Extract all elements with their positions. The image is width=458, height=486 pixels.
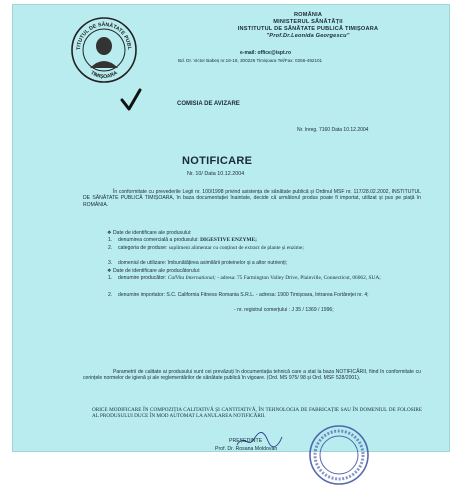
product-item-number: 2. xyxy=(108,245,113,251)
product-item-2 xyxy=(108,245,418,251)
producer-item-1 xyxy=(108,275,418,281)
product-heading: ❖ Date de identificare ale produsului: xyxy=(107,230,192,236)
signatory-role: PREȘEDINTE xyxy=(229,438,263,444)
product-item-label: domeniul de utilizare: xyxy=(118,260,167,266)
modification-warning: ORICE MODIFICARE ÎN COMPOZIȚIA CALITATIVĂ ȘI CANTITATIVĂ, ÎN TEHNOLOGIA DE FABRICAȚIE SAU ÎN DOMENIUL DE FOLOSIRE AL PRODUSULUI DUCE ÎN MOD AUTOMAT LA ANULAREA NOTIFICĂRII. xyxy=(92,407,422,420)
notification-document xyxy=(12,4,450,452)
quality-parameters-paragraph: Parametrii de calitate ai produsului sunt cei prevăzuți în documentația tehnică care a stat la baza NOTIFICĂRII, fiind în conformitate cu cerințele normelor de igienă și ale reglementărilor de sănătate publică în vigoare. (Ord. MS 975/ 98 și Ord. MSF 528/2001). xyxy=(83,369,421,382)
producer-item-number: 1. xyxy=(108,275,113,281)
producer-item-value: S.C. California Fitness Romania S.R.L. xyxy=(166,292,255,298)
registration-number: Nr. Inreg. 7160 Data 10.12.2004 xyxy=(297,127,369,133)
product-item-3 xyxy=(108,260,418,266)
producer-heading: ❖ Date de identificare ale producătorului: xyxy=(107,268,201,274)
product-item-label: categoria de produse: xyxy=(118,245,168,251)
producer-item-label: denumire importator: xyxy=(118,292,165,298)
product-item-number: 3. xyxy=(108,260,113,266)
institute-seal-icon xyxy=(70,16,138,84)
letterhead-country: ROMÂNIA xyxy=(293,12,323,18)
signatory-name: Prof. Dr. Rosana Moldovan xyxy=(215,446,278,452)
product-item-value: îmbunătățirea asimilării proteinelor și a altor nutrienți; xyxy=(167,260,288,266)
document-title: NOTIFICARE xyxy=(182,155,253,167)
producer-item-2 xyxy=(108,292,418,298)
document-number-date: Nr. 10/ Data 10.12.2004 xyxy=(187,171,245,177)
checkmark-icon xyxy=(120,88,142,112)
product-item-number: 1. xyxy=(108,237,113,243)
seal-text-bottom: TIMIȘOARA xyxy=(89,70,119,81)
product-item-value: DIGESTIVE ENZYME; xyxy=(200,237,257,243)
product-heading-text: Date de identificare ale produsului: xyxy=(112,230,192,236)
institute-stamp-icon xyxy=(308,424,370,486)
trade-registry: - nr. registrul comerțului : J 35 / 1369 / 1996; xyxy=(234,307,334,313)
product-item-1 xyxy=(108,237,418,243)
letterhead xyxy=(188,12,428,40)
letterhead-email: e-mail: office@ispt.ro xyxy=(240,50,291,56)
product-item-value: supliment alimentar cu conținut de extract de plante și enzime; xyxy=(168,245,304,251)
letterhead-institute: INSTITUTUL DE SĂNĂTATE PUBLICĂ TIMIȘOARA xyxy=(237,26,379,32)
letterhead-ministry: MINISTERUL SĂNĂTĂȚII xyxy=(273,19,343,25)
producer-heading-text: Date de identificare ale producătorului: xyxy=(112,268,201,274)
producer-item-rest: - adresa: 75 Farmington Valley Drive, Plainville, Connecticut, 06062, SUA; xyxy=(217,275,381,281)
producer-item-value: CalVita International; xyxy=(167,275,216,281)
letterhead-address: Bd. Dr. Victor Babeș nr.16-18, 300226 Timișoara Tel/Fax: 0256-492101 xyxy=(178,58,323,63)
producer-item-rest: - adresa: 1900 Timișoara, Intrarea Fortăreței nr. 4; xyxy=(255,292,369,298)
commission-name: COMISIA DE AVIZARE xyxy=(177,101,240,107)
intro-paragraph: În conformitate cu prevederile Legii nr. 100/1998 privind asistența de sănătate publică și Ordinul MSF nr. 117/28.02.2002, INSTITUTUL DE SĂNĂTATE PUBLICĂ TIMIȘOARA, în baza documentației înaintate, decide că următorul produs poate fi importat, utilizat și pus pe piață în ROMÂNIA. xyxy=(83,189,421,208)
seal-text-top: TITUTUL DE SĂNĂTATE PUBL xyxy=(75,21,133,51)
product-item-label: denumirea comercială a produsului: xyxy=(118,237,199,243)
letterhead-patron: "Prof.Dr.Leonida Georgescu" xyxy=(266,33,350,39)
producer-item-number: 2. xyxy=(108,292,113,298)
producer-item-label: denumire producător: xyxy=(118,275,167,281)
